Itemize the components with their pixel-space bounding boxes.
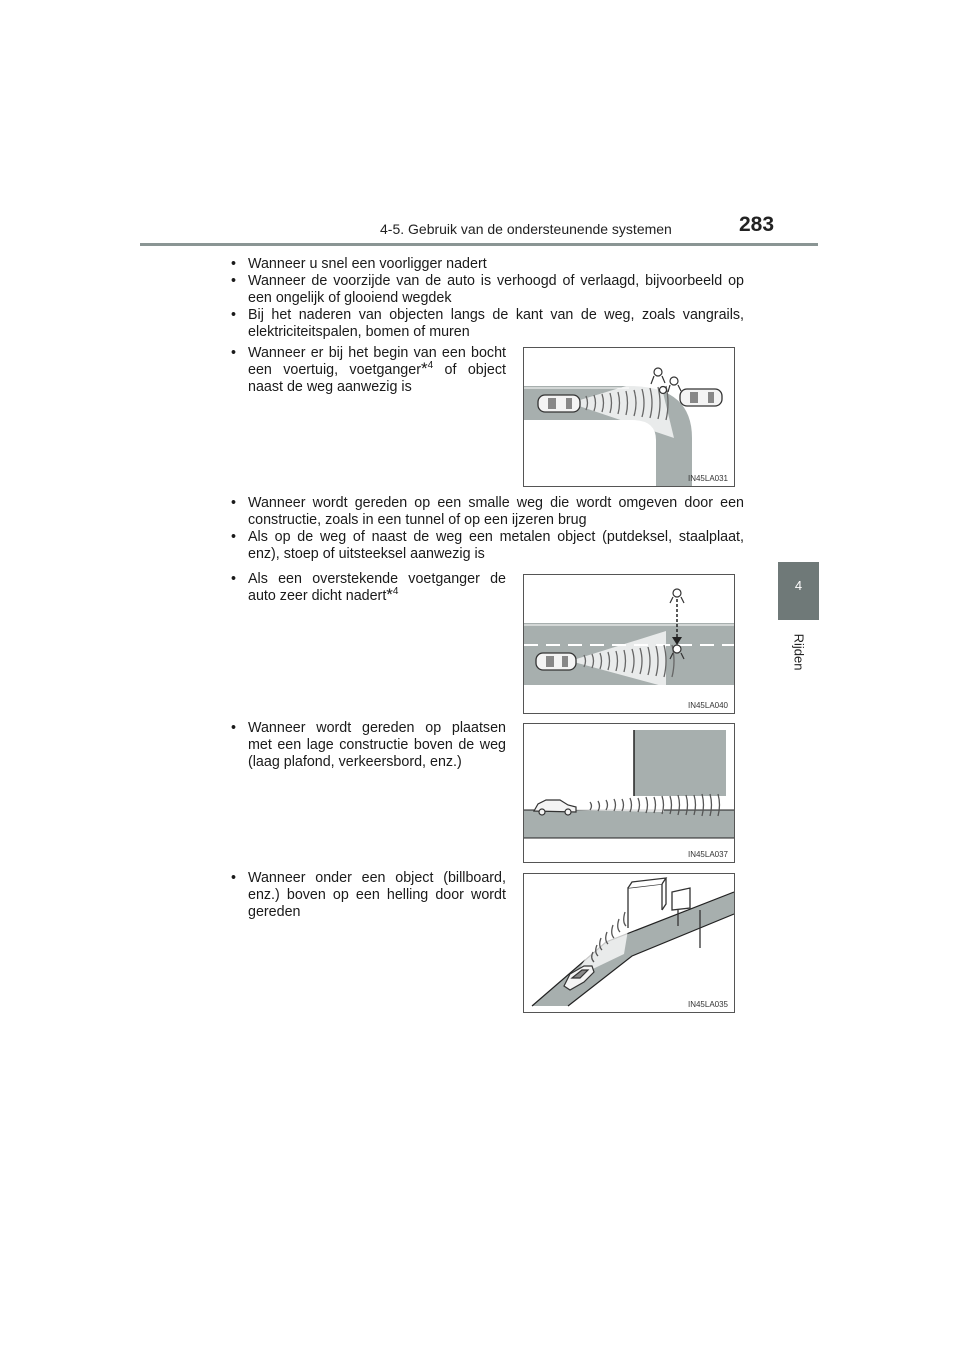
footnote-star: * — [420, 359, 428, 378]
chapter-title-text: Rijden — [791, 633, 807, 671]
figure-code: IN45LA040 — [687, 701, 728, 710]
illustration-low-structure — [523, 723, 735, 863]
bullet-text: Als op de weg of naast de weg een metalen object (putdeksel, staalplaat, enz), stoep of uitsteeksel aanwezig is — [248, 529, 744, 562]
bullet-text: Wanneer de voorzijde van de auto is verhoogd of verlaagd, bijvoorbeeld op een ongelijk of glooiend wegdek — [248, 273, 744, 306]
bullet-text: Bij het naderen van objecten langs de kant van de weg, zoals vangrails, elektriciteitspalen, bomen of muren — [248, 307, 744, 340]
list-item: • Wanneer wordt gereden op plaatsen met een lage constructie boven de weg (laag plafond, verkeersbord, enz.) — [231, 720, 506, 770]
list-item: • Wanneer de voorzijde van de auto is verhoogd of verlaagd, bijvoorbeeld op een ongelijk of glooiend wegdek — [231, 273, 744, 306]
figure-code: IN45LA037 — [687, 850, 728, 859]
list-item: • Wanneer er bij het begin van een bocht een voertuig, voetganger*$^4$ of object naast de weg aanwezig is — [231, 345, 506, 395]
illustration-curve — [523, 347, 735, 487]
list-item: • Bij het naderen van objecten langs de kant van de weg, zoals vangrails, elektriciteitspalen, bomen of muren — [231, 307, 744, 340]
list-item: • Als een overstekende voetganger de auto zeer dicht nadert*$^4$ — [231, 571, 506, 604]
bullet-text: Wanneer u snel een voorligger nadert — [248, 256, 487, 272]
list-item: • Als op de weg of naast de weg een metalen object (putdeksel, staalplaat, enz), stoep of uitsteeksel aanwezig is — [231, 529, 744, 562]
chapter-title — [779, 632, 819, 672]
list-item: • Wanneer onder een object (billboard, enz.) boven op een helling door wordt gereden — [231, 870, 506, 920]
list-item: • Wanneer wordt gereden op een smalle weg die wordt omgeven door een constructie, zoals in een tunnel of op een ijzeren brug — [231, 495, 744, 528]
footnote-ref: 4 — [427, 360, 434, 372]
page-number: 283 — [739, 213, 775, 236]
bullet-text: of object naast de weg aanwezig is — [248, 362, 506, 395]
footnote-ref: 4 — [392, 586, 399, 598]
bullet-text: Wanneer onder een object (billboard, enz.) boven op een helling door wordt gereden — [248, 870, 506, 920]
bullet-text: Als een overstekende voetganger de auto zeer dicht nadert — [248, 571, 506, 604]
figure-code: IN45LA035 — [687, 1000, 728, 1009]
section-title: 4-5. Gebruik van de ondersteunende systemen — [380, 221, 672, 237]
bullet-text: Wanneer er bij het begin van een bocht een voertuig, voetganger — [248, 345, 506, 378]
bullet-text: Wanneer wordt gereden op een smalle weg die wordt omgeven door een constructie, zoals in een tunnel of op een ijzeren brug — [248, 495, 744, 528]
illustration-billboard-slope — [523, 873, 735, 1013]
bullet-text: Wanneer wordt gereden op plaatsen met een lage constructie boven de weg (laag plafond, verkeersbord, enz.) — [248, 720, 506, 770]
figure-code: IN45LA031 — [687, 474, 728, 483]
illustration-pedestrian — [523, 574, 735, 714]
header-divider — [140, 243, 818, 246]
chapter-number: 4 — [794, 578, 803, 593]
list-item: • Wanneer u snel een voorligger nadert — [231, 256, 487, 272]
footnote-star: * — [386, 585, 393, 604]
